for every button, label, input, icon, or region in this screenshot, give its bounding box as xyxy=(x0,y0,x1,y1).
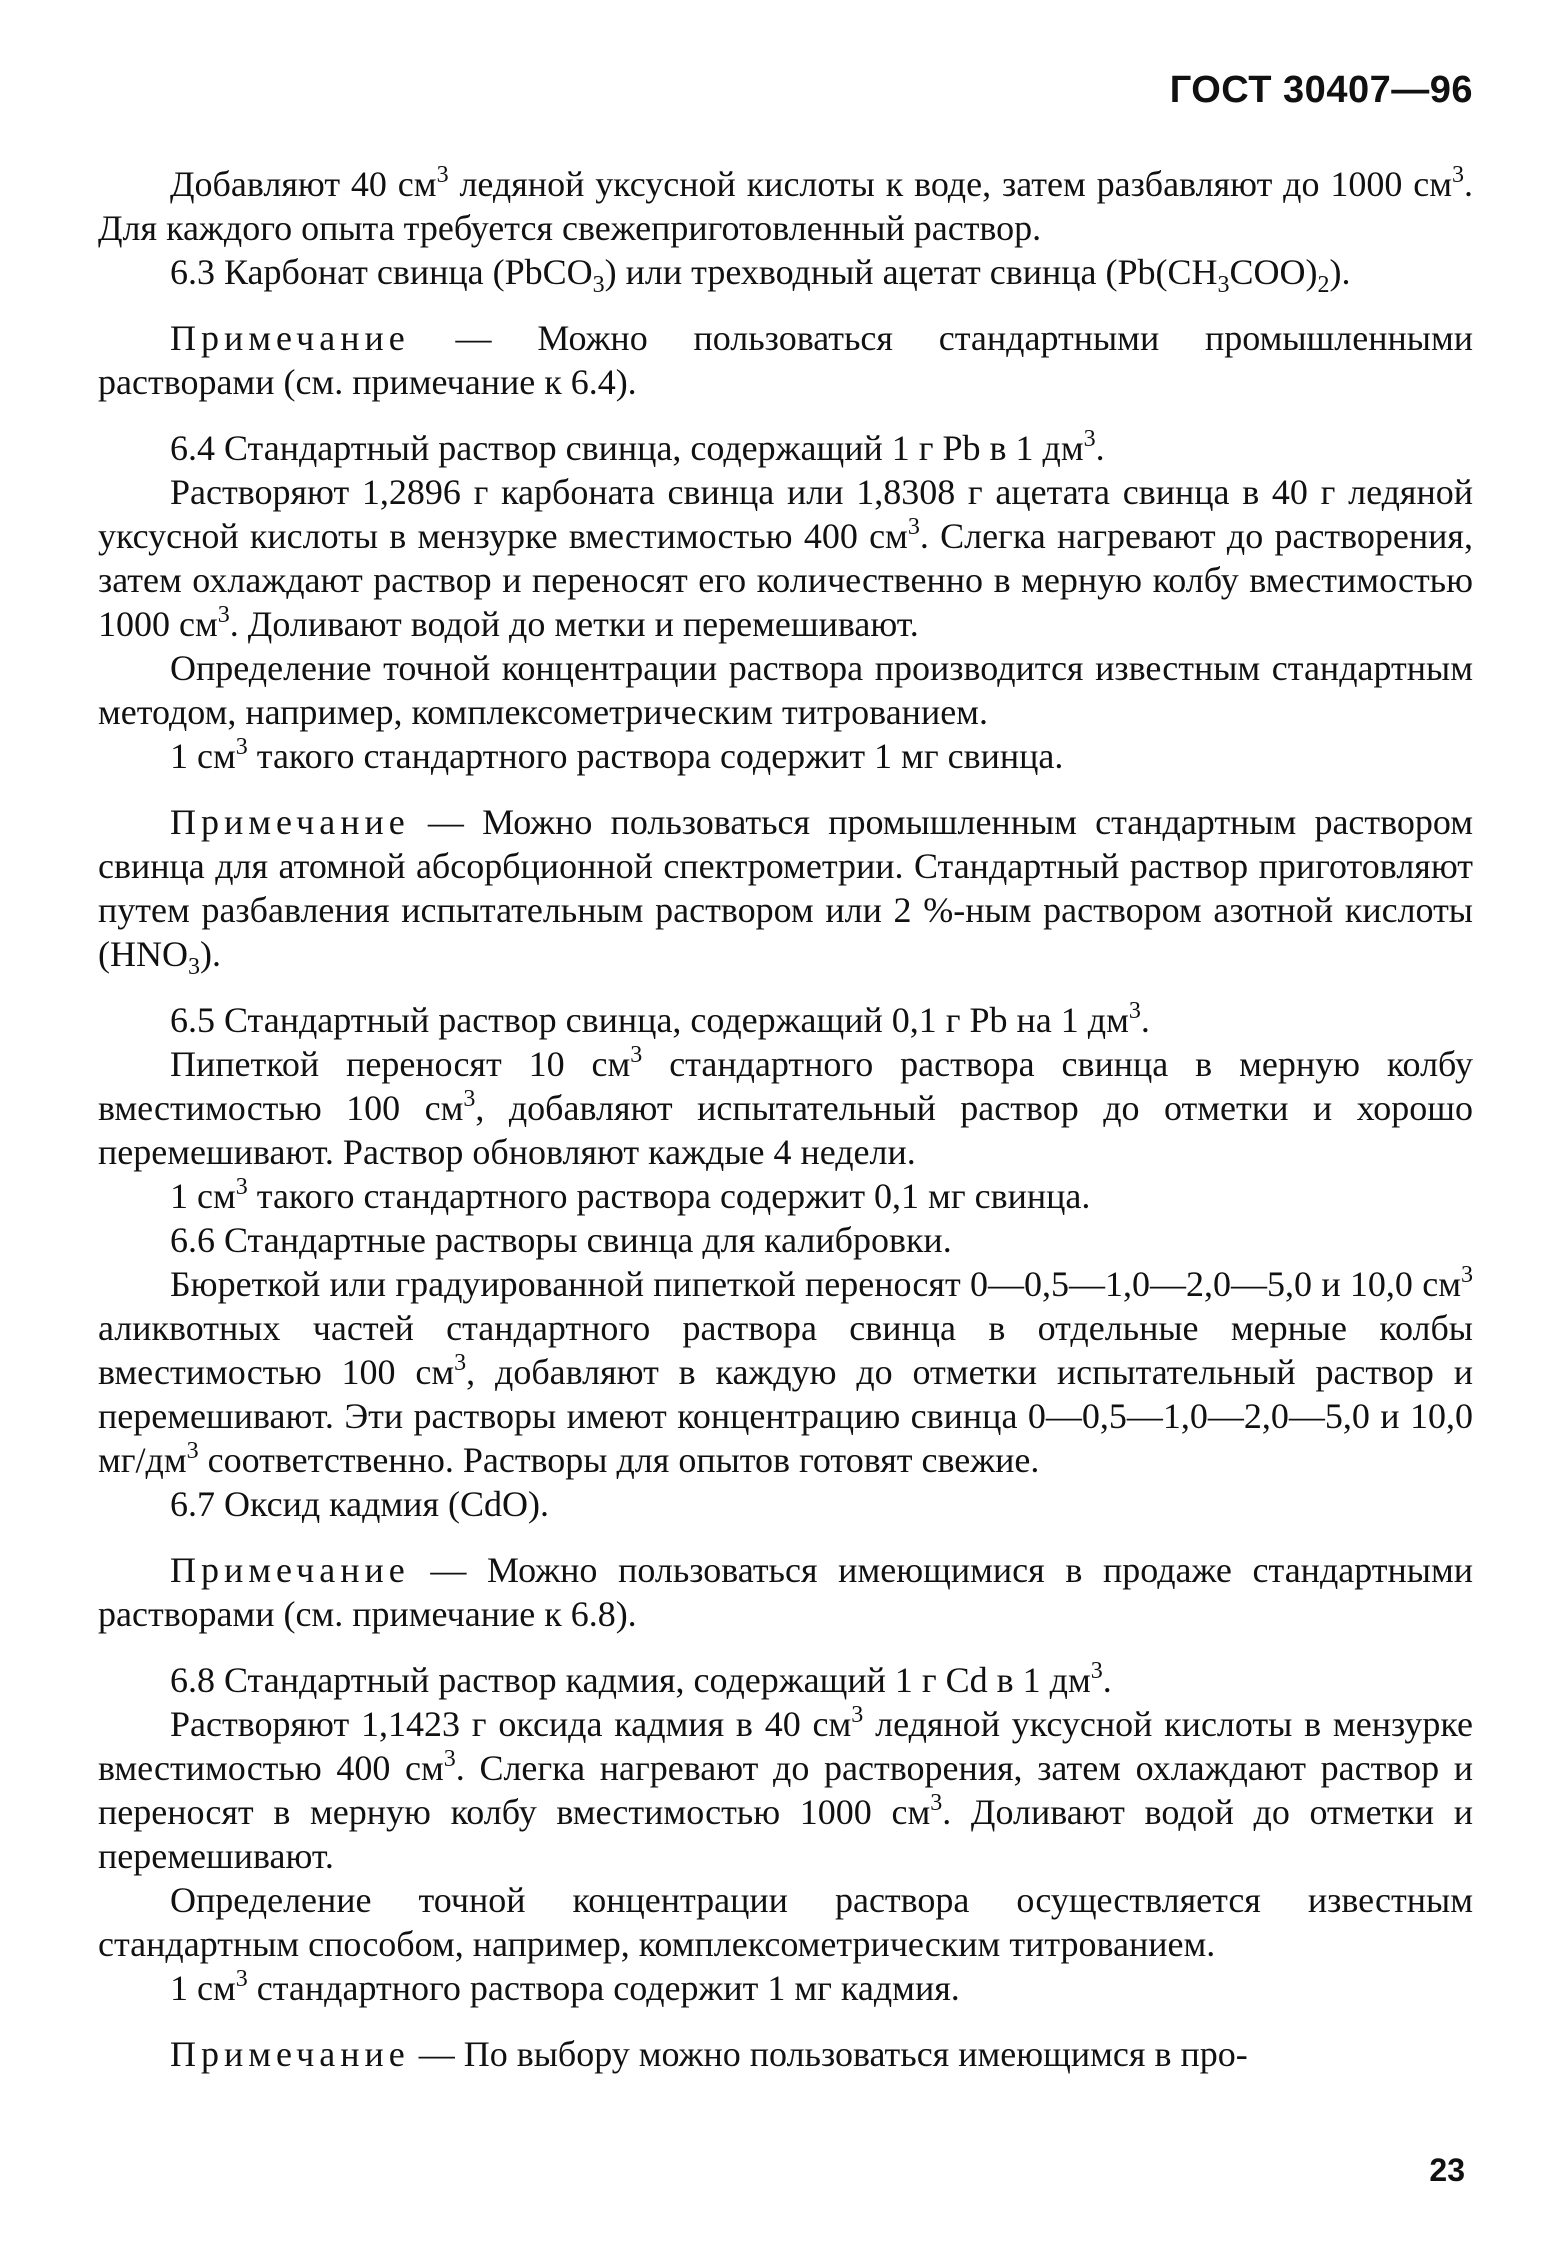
note-label: Примечание xyxy=(170,318,410,358)
paragraph-pipette-transfer: Пипеткой переносят 10 $см^3$ стандартного раствора свинца в мерную колбу вместимостью 100 $см^3$, добавляют испытательный раствор до отметки и хорошо перемешивают. Раствор обновляют каждые 4 недели. xyxy=(98,1042,1473,1172)
note-label: Примечание xyxy=(170,802,410,842)
clause-6-7: 6.7 Оксид кадмия (CdO). xyxy=(170,1484,549,1524)
clause-6-3: 6.3 Карбонат свинца (PbCO$_3$) или трехводный ацетат свинца $(Pb(CH_3COO)_2)$. xyxy=(170,252,1351,298)
paragraph-lead-content-1mg: 1 $см^3$ такого стандартного раствора содержит 1 мг свинца. xyxy=(170,734,1064,776)
paragraph-lead-solution-prep: Растворяют 1,2896 г карбоната свинца или 1,8308 г ацетата свинца в 40 г ледяной уксусной кислоты в мензурке вместимостью 400 $см^3$. Слегка нагревают до растворения, затем охлаждают раствор и переносят его количественно в мерную колбу вместимостью 1000 $см^3$. Доливают водой до метки и перемешивают. xyxy=(98,472,1473,644)
paragraph-concentration-method: Определение точной концентрации раствора производится известным стандартным методом, например, комплексометрическим титрованием. xyxy=(98,648,1473,732)
page-body xyxy=(98,162,1473,2076)
clause-6-5: 6.5 Стандартный раствор свинца, содержащий 0,1 г Pb на 1 $дм^3$. xyxy=(170,998,1150,1040)
paragraph-cadmium-content: 1 $см^3$ стандартного раствора содержит 1 мг кадмия. xyxy=(170,1966,960,2008)
paragraph-acetic-acid-dilution: Добавляют 40 $см^3$ ледяной уксусной кислоты к воде, затем разбавляют до 1000 $см^3$. Для каждого опыта требуется свежеприготовленный раствор. xyxy=(98,162,1474,248)
note-4: Примечание — По выбору можно пользоваться имеющимся в про- xyxy=(170,2034,1248,2074)
page-number: 23 xyxy=(1429,2152,1465,2188)
note-label: Примечание xyxy=(170,2034,410,2074)
paragraph-lead-content-0-1mg: 1 $см^3$ такого стандартного раствора содержит 0,1 мг свинца. xyxy=(170,1174,1091,1216)
note-label: Примечание xyxy=(170,1550,410,1590)
paragraph-cadmium-concentration-method: Определение точной концентрации раствора осуществляется известным стандартным способом, например, комплексометрическим титрованием. xyxy=(98,1880,1473,1964)
clause-6-4: 6.4 Стандартный раствор свинца, содержащий 1 г Pb в 1 $дм^3$. xyxy=(170,426,1105,468)
clause-6-6: 6.6 Стандартные растворы свинца для калибровки. xyxy=(170,1220,952,1260)
standard-code-header: ГОСТ 30407—96 xyxy=(1169,69,1473,111)
paragraph-cadmium-solution-prep: Растворяют 1,1423 г оксида кадмия в 40 $см^3$ ледяной уксусной кислоты в мензурке вместимостью 400 $см^3$. Слегка нагревают до растворения, затем охлаждают раствор и переносят в мерную колбу вместимостью 1000 $см^3$. Доливают водой до отметки и перемешивают. xyxy=(98,1702,1473,1876)
note-2: Примечание — Можно пользоваться промышленным стандартным раствором свинца для атомной абсорбционной спектрометрии. Стандартный раствор приготовляют путем разбавления испытательным раствором или 2 %-ным раствором азотной кислоты $(HNO_3)$. xyxy=(98,802,1473,980)
note-1: Примечание — Можно пользоваться стандартными промышленными растворами (см. примечание к 6.4). xyxy=(98,318,1473,402)
clause-6-8: 6.8 Стандартный раствор кадмия, содержащий 1 г Cd в 1 $дм^3$. xyxy=(170,1658,1112,1700)
paragraph-calibration-aliquots: Бюреткой или градуированной пипеткой переносят 0—0,5—1,0—2,0—5,0 и 10,0 $см^3$ аликвотных частей стандартного раствора свинца в отдельные мерные колбы вместимостью 100 $см^3$, добавляют в каждую до отметки испытательный раствор и перемешивают. Эти растворы имеют концентрацию свинца 0—0,5—1,0—2,0—5,0 и 10,0 $мг/дм^3$ соответственно. Растворы для опытов готовят свежие. xyxy=(98,1262,1473,1480)
note-3: Примечание — Можно пользоваться имеющимися в продаже стандартными растворами (см. примечание к 6.8). xyxy=(98,1550,1473,1634)
